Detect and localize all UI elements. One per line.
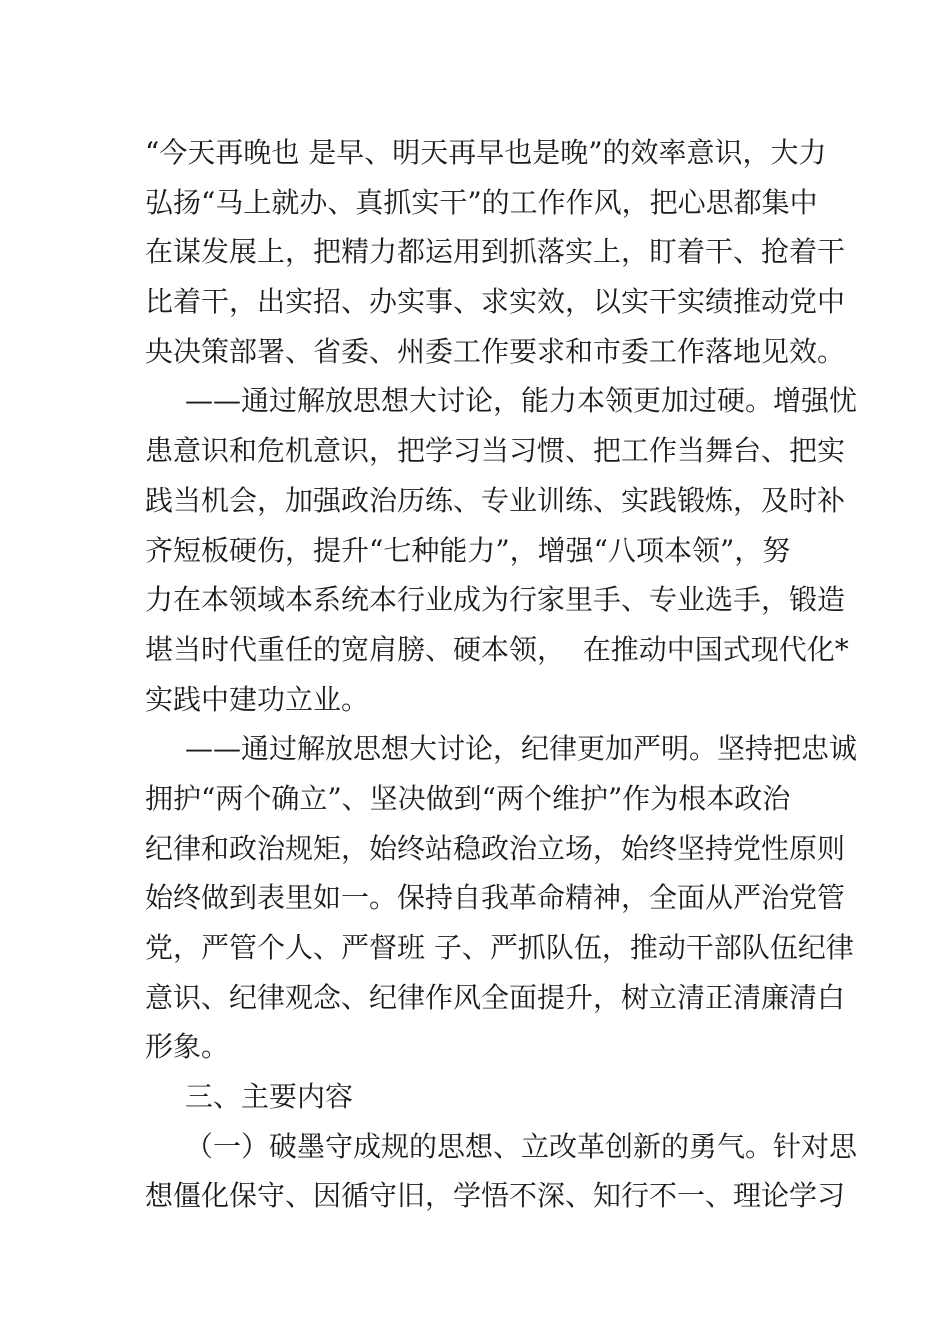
- text-line: 始终做到表里如一。保持自我革命精神，全面从严治党管: [145, 881, 846, 915]
- text-line: 齐短板硬伤，提升“七种能力”，增强“八项本领”，努: [145, 533, 791, 567]
- text-line: 力在本领域本系统本行业成为行家里手、专业选手，锻造: [145, 583, 846, 617]
- text-line: 意识、纪律观念、纪律作风全面提升，树立清正清廉清白: [145, 980, 846, 1014]
- paragraph-start-line: ——通过解放思想大讨论，能力本领更加过硬。增强忧: [185, 384, 858, 418]
- text-line: 形象。: [145, 1030, 230, 1064]
- text-line: 堪当时代重任的宽肩膀、硬本领， 在推动中国式现代化*: [145, 632, 849, 666]
- text-line: 患意识和危机意识，把学习当习惯、把工作当舞台、把实: [145, 434, 846, 468]
- document-body: [145, 128, 858, 1221]
- text-line: “今天再晚也 是早、明天再早也是晚”的效率意识，大力: [145, 136, 827, 169]
- text-line: 比着干，出实招、办实事、求实效，以实干实绩推动党中: [145, 285, 846, 319]
- section-heading: 三、主要内容: [185, 1080, 354, 1114]
- text-line: 拥护“两个确立”、坚决做到“两个维护”作为根本政治: [145, 781, 791, 815]
- text-line: 实践中建功立业。: [145, 682, 370, 716]
- text-line: 在谋发展上，把精力都运用到抓落实上，盯着干、抢着干: [145, 235, 846, 269]
- text-line: 弘扬“马上就办、真抓实干”的工作作风，把心思都集中: [145, 185, 818, 219]
- text-line: 想僵化保守、因循守旧，学悟不深、知行不一、理论学习: [145, 1179, 846, 1213]
- text-line: 党，严管个人、严督班 子、严抓队伍，推动干部队伍纪律: [145, 931, 854, 964]
- text-line: 践当机会，加强政治历练、专业训练、实践锻炼，及时补: [145, 483, 846, 517]
- paragraph-start-line: ——通过解放思想大讨论，纪律更加严明。坚持把忠诚: [185, 732, 858, 766]
- paragraph-start-line: （一）破墨守成规的思想、立改革创新的勇气。针对思: [185, 1129, 858, 1163]
- text-line: 纪律和政治规矩，始终站稳政治立场，始终坚持党性原则: [145, 831, 846, 865]
- text-line: 央决策部署、省委、州委工作要求和市委工作落地见效。: [145, 334, 846, 368]
